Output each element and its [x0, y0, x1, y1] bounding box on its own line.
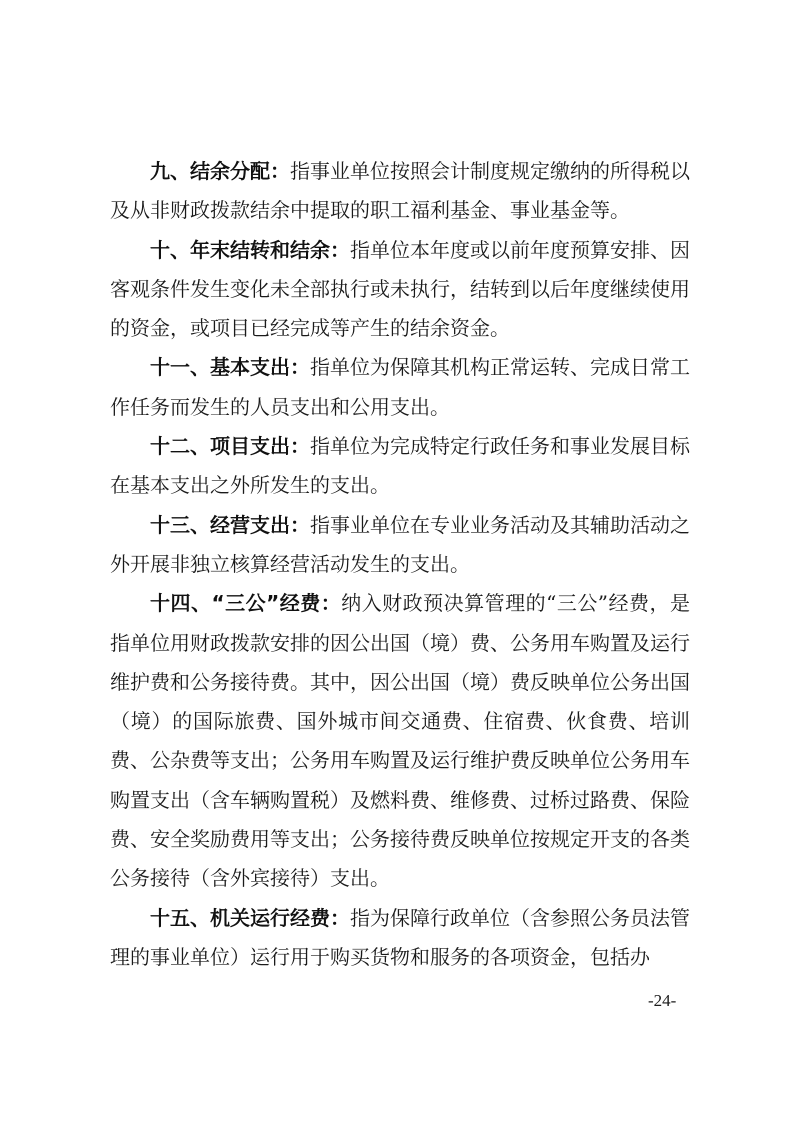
term-heading: 十四、“三公”经费：	[150, 591, 342, 616]
term-definition: 指为保障行政单位（含参照公务员法管理的事业单位）运行用于购买货物和服务的各项资金，包括办	[110, 905, 690, 969]
term-heading: 十一、基本支出：	[150, 355, 310, 380]
term-definition: 指单位本年度或以前年度预算安排、因客观条件发生变化未全部执行或未执行，结转到以后年度继续使用的资金，或项目已经完成等产生的结余资金。	[110, 237, 690, 341]
term-definition: 指事业单位按照会计制度规定缴纳的所得税以及从非财政拨款结余中提取的职工福利基金、事业基金等。	[110, 159, 690, 223]
paragraph-basic-expenditure	[110, 348, 690, 427]
term-heading: 十二、项目支出：	[150, 434, 310, 459]
page-number: -24-	[648, 991, 677, 1010]
paragraph-agency-operating-funds	[110, 899, 690, 978]
paragraph-year-end-carryover	[110, 231, 690, 349]
paragraph-surplus-distribution	[110, 152, 690, 231]
paragraph-three-public-expenses	[110, 584, 690, 898]
term-definition: 指事业单位在专业业务活动及其辅助活动之外开展非独立核算经营活动发生的支出。	[110, 512, 690, 576]
term-heading: 九、结余分配：	[150, 159, 290, 183]
document-body	[110, 152, 690, 977]
term-heading: 十、年末结转和结余：	[150, 237, 350, 262]
paragraph-operating-expenditure	[110, 506, 690, 585]
term-definition: 指单位为完成特定行政任务和事业发展目标在基本支出之外所发生的支出。	[110, 434, 690, 498]
term-definition: 纳入财政预决算管理的“三公”经费，是指单位用财政拨款安排的因公出国（境）费、公务用车购置及运行维护费和公务接待费。其中，因公出国（境）费反映单位公务出国（境）的国际旅费、国外城市间交通费、住宿费、伙食费、培训费、公杂费等支出；公务用车购置及运行维护费反映单位公务用车购置支出（含车辆购置税）及燃料费、维修费、过桥过路费、保险费、安全奖励费用等支出；公务接待费反映单位按规定开支的各类公务接待（含外宾接待）支出。	[110, 591, 690, 891]
paragraph-project-expenditure	[110, 427, 690, 506]
term-heading: 十五、机关运行经费：	[150, 905, 350, 930]
term-definition: 指单位为保障其机构正常运转、完成日常工作任务而发生的人员支出和公用支出。	[110, 355, 690, 419]
term-heading: 十三、经营支出：	[150, 512, 310, 537]
